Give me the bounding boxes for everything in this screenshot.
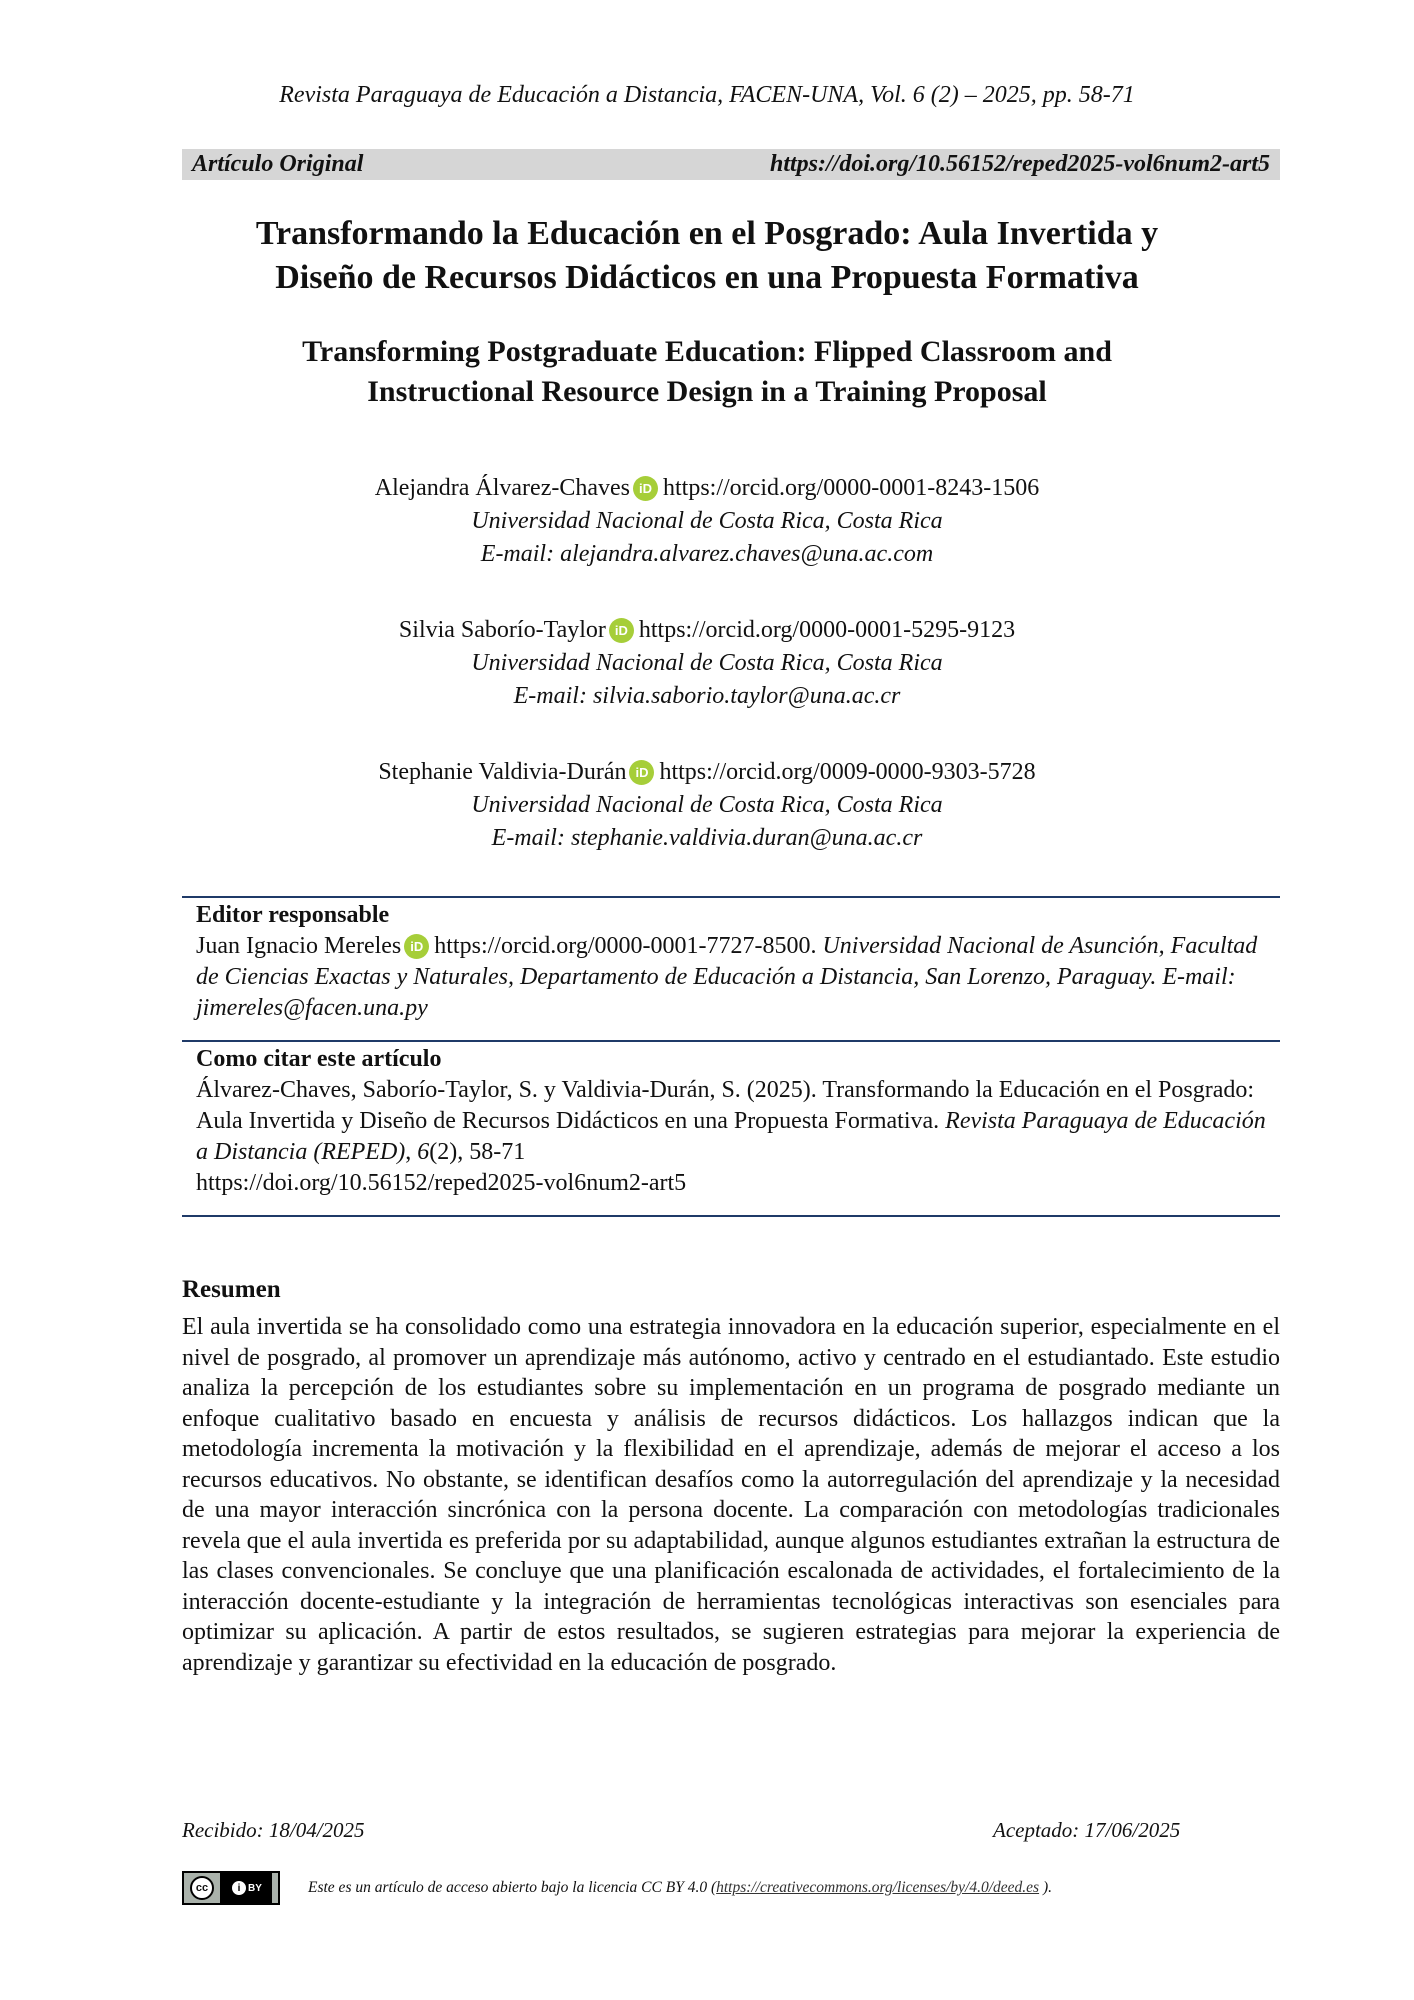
license-text <box>308 1879 1052 1897</box>
orcid-icon[interactable]: iD <box>633 476 658 501</box>
cc-by-license-icon[interactable] <box>182 1871 280 1905</box>
author-orcid-link[interactable]: https://orcid.org/0000-0001-5295-9123 <box>638 617 1016 643</box>
editor-heading: Editor responsable <box>196 902 390 928</box>
license-text-after: ). <box>1039 1879 1053 1896</box>
person-icon: i <box>230 1879 248 1897</box>
citation-separator: , <box>405 1139 418 1165</box>
citation-doi-link[interactable]: https://doi.org/10.56152/reped2025-vol6num2-art5 <box>196 1170 687 1196</box>
author-name: Stephanie Valdivia-Durán <box>378 759 627 785</box>
license-link[interactable]: https://creativecommons.org/licenses/by/4.0/deed.es <box>716 1879 1040 1896</box>
cc-icon: cc <box>190 1876 214 1900</box>
title-spanish <box>120 212 1294 300</box>
author-block-3 <box>0 756 1414 855</box>
divider <box>182 896 1280 898</box>
editor-affiliation: Universidad Nacional de Asunción, Facultad de Ciencias Exactas y Naturales, Departamento de Educación a Distancia, San Lorenzo, Paraguay. E-mail: jimereles@facen.una.py <box>196 933 1258 1021</box>
license-row <box>182 1870 1302 1906</box>
doi-link[interactable]: https://doi.org/10.56152/reped2025-vol6num2-art5 <box>769 151 1270 177</box>
author-name: Alejandra Álvarez-Chaves <box>374 475 630 501</box>
title-es-line-2: Diseño de Recursos Didácticos en una Propuesta Formativa <box>275 259 1139 296</box>
citation-journal: Revista Paraguaya de Educación a Distancia (REPED) <box>196 1108 1266 1165</box>
editor-name: Juan Ignacio Mereles <box>196 933 402 959</box>
author-block-2 <box>0 614 1414 713</box>
article-type: Artículo Original <box>192 151 364 177</box>
abstract-text: El aula invertida se ha consolidado como una estrategia innovadora en la educación superior, especialmente en el nivel de posgrado, al promover un aprendizaje más autónomo, activo y centrado en el estudiantado. Este estudio analiza la percepción de los estudiantes sobre su implementación en un programa de posgrado mediante un enfoque cualitativo basado en encuesta y análisis de recursos didácticos. Los hallazgos indican que la metodología incrementa la motivación y la flexibilidad en el aprendizaje, además de mejorar el acceso a los recursos educativos. No obstante, se identifican desafíos como la autorregulación del aprendizaje y la necesidad de una mayor interacción sincrónica con la persona docente. La comparación con metodologías tradicionales revela que el aula invertida es preferida por su adaptabilidad, aunque algunos estudiantes extrañan la estructura de las clases convencionales. Se concluye que una planificación escalonada de actividades, el fortalecimiento de la interacción docente-estudiante y la integración de herramientas tecnológicas interactivas son esenciales para optimizar su aplicación. A partir de estos resultados, se sugieren estrategias para mejorar la experiencia de aprendizaje y garantizar su efectividad en la educación de posgrado. <box>182 1314 1280 1676</box>
author-orcid-link[interactable]: https://orcid.org/0009-0000-9303-5728 <box>659 759 1036 785</box>
divider <box>182 1215 1280 1217</box>
author-email[interactable]: E-mail: silvia.saborio.taylor@una.ac.cr <box>513 683 901 709</box>
article-type-bar <box>182 149 1280 180</box>
title-en-line-2: Instructional Resource Design in a Training Proposal <box>367 375 1047 408</box>
citation-heading: Como citar este artículo <box>196 1046 442 1072</box>
author-orcid-link[interactable]: https://orcid.org/0000-0001-8243-1506 <box>663 475 1040 501</box>
license-text-before: Este es un artículo de acceso abierto bajo la licencia CC BY 4.0 ( <box>308 1879 717 1896</box>
abstract-heading: Resumen <box>182 1276 281 1303</box>
author-email[interactable]: E-mail: alejandra.alvarez.chaves@una.ac.com <box>480 541 934 567</box>
title-es-line-1: Transformando la Educación en el Posgrado: Aula Invertida y <box>255 215 1159 252</box>
editor-orcid-link[interactable]: https://orcid.org/0000-0001-7727-8500. <box>434 933 817 959</box>
title-english <box>120 332 1294 412</box>
divider <box>182 1040 1280 1042</box>
journal-header: Revista Paraguaya de Educación a Distancia, FACEN-UNA, Vol. 6 (2) – 2025, pp. 58-71 <box>279 82 1135 108</box>
author-institution: Universidad Nacional de Costa Rica, Costa Rica <box>471 508 943 534</box>
citation-volume: 6 <box>417 1139 430 1165</box>
title-en-line-1: Transforming Postgraduate Education: Flipped Classroom and <box>302 335 1112 368</box>
by-icon <box>220 1873 272 1903</box>
by-label: BY <box>248 1882 262 1894</box>
citation-issue-pages: (2), 58-71 <box>429 1139 526 1165</box>
author-institution: Universidad Nacional de Costa Rica, Costa Rica <box>471 650 943 676</box>
orcid-icon[interactable]: iD <box>609 618 634 643</box>
editor-section <box>196 900 1276 1024</box>
author-name: Silvia Saborío-Taylor <box>398 617 606 643</box>
citation-text: Álvarez-Chaves, Saborío-Taylor, S. y Valdivia-Durán, S. (2025). Transformando la Educación en el Posgrado: Aula Invertida y Diseño de Recursos Didácticos en una Propuesta Formativa. <box>196 1077 1255 1134</box>
accepted-date: Aceptado: 17/06/2025 <box>993 1818 1181 1842</box>
orcid-icon[interactable]: iD <box>404 934 429 959</box>
citation-section <box>196 1044 1276 1199</box>
orcid-icon[interactable]: iD <box>629 760 654 785</box>
author-institution: Universidad Nacional de Costa Rica, Costa Rica <box>471 792 943 818</box>
author-block-1 <box>0 472 1414 571</box>
received-date: Recibido: 18/04/2025 <box>182 1818 365 1842</box>
author-email[interactable]: E-mail: stephanie.valdivia.duran@una.ac.cr <box>491 825 923 851</box>
